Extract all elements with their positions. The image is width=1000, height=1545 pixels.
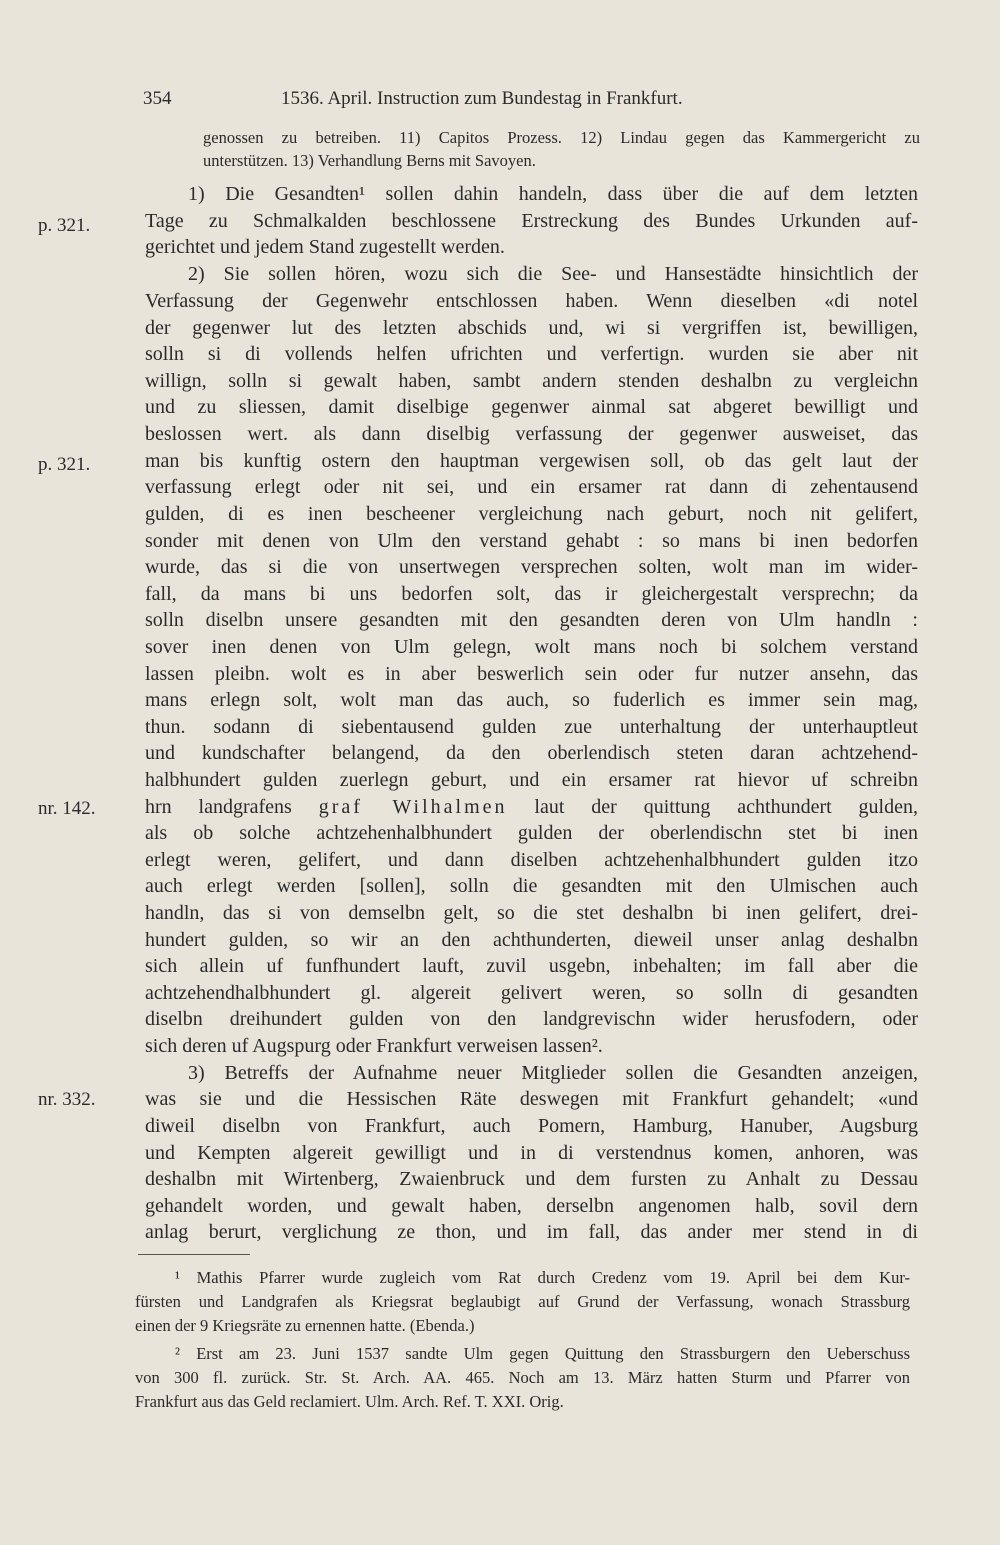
running-header xyxy=(143,88,783,114)
footnote-rule xyxy=(138,1254,250,1255)
text-line: beslossen wert. als dann diselbig verfassung der gegenwer ausweiset, das xyxy=(145,423,918,445)
text-line: diweil diselbn von Frankfurt, auch Pomern, Hamburg, Hanuber, Augsburg xyxy=(145,1115,918,1137)
text-line: als ob solche achtzehenhalbhundert gulden der oberlendischn stet bi inen xyxy=(145,822,918,844)
text-line: mans erlegn solt, wolt man das auch, so fuderlich es immer sein mag, xyxy=(145,689,918,711)
text-line: verfassung erlegt oder nit sei, und ein ersamer rat dann di zehentausend xyxy=(145,476,918,498)
text-line: sich deren uf Augspurg oder Frankfurt verweisen lassen². xyxy=(145,1035,603,1057)
summary-line: unterstützen. 13) Verhandlung Berns mit Savoyen. xyxy=(203,151,536,170)
text-line: 2) Sie sollen hören, wozu sich die See- und Hansestädte hinsichtlich der xyxy=(188,263,918,285)
page-number: 354 xyxy=(143,88,172,109)
text-line: gerichtet und jedem Stand zugestellt werden. xyxy=(145,236,505,258)
text-segment: hrn landgrafens xyxy=(145,796,292,818)
text-line: sonder mit denen von Ulm den verstand gehabt : so mans bi inen bedorfen xyxy=(145,530,918,552)
spaced-name: graf Wilhalmen xyxy=(318,796,508,818)
footnote-line: Frankfurt aus das Geld reclamiert. Ulm. Arch. Ref. T. XXI. Orig. xyxy=(135,1392,564,1411)
text-line: achtzehendhalbhundert gl. algereit gelivert weren, so solln di gesandten xyxy=(145,982,918,1004)
footnote-line: fürsten und Landgrafen als Kriegsrat beglaubigt auf Grund der Verfassung, wonach Strassburg xyxy=(135,1292,910,1311)
text-line: wurde, das si die von unsertwegen versprechen solten, wolt man im wider- xyxy=(145,556,918,578)
text-line: 3) Betreffs der Aufnahme neuer Mitglieder sollen die Gesandten anzeigen, xyxy=(188,1062,918,1084)
text-line: halbhundert gulden zuerlegn geburt, und ein ersamer rat hievor uf schreibn xyxy=(145,769,918,791)
text-line: sover inen denen von Ulm gelegn, wolt mans noch bi solchem verstand xyxy=(145,636,918,658)
margin-note: p. 321. xyxy=(38,215,91,236)
footnote-line: ² Erst am 23. Juni 1537 sandte Ulm gegen Quittung den Strassburgern den Ueberschuss xyxy=(175,1344,910,1363)
text-line: der gegenwer lut des letzten abschids und, wi si vergriffen ist, bewilligen, xyxy=(145,317,918,339)
running-title: 1536. April. Instruction zum Bundestag in Frankfurt. xyxy=(281,88,683,109)
text-line: man bis kunftig ostern den hauptman vergewisen soll, ob das gelt laut der xyxy=(145,450,918,472)
text-line: und kundschafter belangend, da den oberlendisch steten daran achtzehend- xyxy=(145,742,918,764)
text-line: 1) Die Gesandten¹ sollen dahin handeln, dass über die auf dem letzten xyxy=(188,183,918,205)
text-line: Tage zu Schmalkalden beschlossene Erstreckung des Bundes Urkunden auf- xyxy=(145,210,918,232)
footnote-line: von 300 fl. zurück. Str. St. Arch. AA. 465. Noch am 13. März hatten Sturm und Pfarrer von xyxy=(135,1368,910,1387)
text-line: was sie und die Hessischen Räte deswegen mit Frankfurt gehandelt; «und xyxy=(145,1088,918,1110)
text-line: hundert gulden, so wir an den achthunderten, dieweil unser anlag deshalbn xyxy=(145,929,918,951)
text-line: erlegt weren, gelifert, und dann diselben achtzehenhalbhundert gulden itzo xyxy=(145,849,918,871)
text-line: gulden, di es inen bescheener vergleichung nach geburt, noch nit gelifert, xyxy=(145,503,918,525)
text-line: handln, das si von demselbn gelt, so die stet deshalbn bi inen gelifert, drei- xyxy=(145,902,918,924)
footnote-line: ¹ Mathis Pfarrer wurde zugleich vom Rat durch Credenz vom 19. April bei dem Kur- xyxy=(175,1268,910,1287)
text-line: auch erlegt werden [sollen], solln die gesandten mit den Ulmischen auch xyxy=(145,875,918,897)
margin-note: p. 321. xyxy=(38,454,91,475)
text-line: anlag berurt, verglichung ze thon, und im fall, das ander mer stend in di xyxy=(145,1221,918,1243)
text-segment: laut der quittung achthundert gulden, xyxy=(534,796,918,818)
margin-note: nr. 142. xyxy=(38,798,96,819)
text-line xyxy=(145,794,918,820)
text-line: Verfassung der Gegenwehr entschlossen haben. Wenn dieselben «di notel xyxy=(145,290,918,312)
text-line: solln si di vollends helfen ufrichten und verfertign. wurden sie aber nit xyxy=(145,343,918,365)
footnote-line: einen der 9 Kriegsräte zu ernennen hatte. (Ebenda.) xyxy=(135,1316,475,1335)
text-line: lassen pleibn. wolt es in aber beswerlich sein oder fur nutzer ansehn, das xyxy=(145,663,918,685)
text-line: thun. sodann di siebentausend gulden zue unterhaltung der unterhauptleut xyxy=(145,716,918,738)
text-line: und zu sliessen, damit diselbige gegenwer ainmal sat abgeret bewilligt und xyxy=(145,396,918,418)
summary-line: genossen zu betreiben. 11) Capitos Prozess. 12) Lindau gegen das Kammergericht zu xyxy=(203,128,920,147)
text-line: fall, da mans bi uns bedorfen solt, das ir gleichergestalt versprechn; da xyxy=(145,583,918,605)
text-line: diselbn dreihundert gulden von den landgrevischn wider herusfodern, oder xyxy=(145,1008,918,1030)
text-line: gehandelt worden, und gewalt haben, derselbn angenomen halb, sovil dern xyxy=(145,1195,918,1217)
text-line: solln diselbn unsere gesandten mit den gesandten deren von Ulm handln : xyxy=(145,609,918,631)
text-line: und Kempten algereit gewilligt und in di verstendnus komen, anhoren, was xyxy=(145,1142,918,1164)
text-line: deshalbn mit Wirtenberg, Zwaienbruck und dem fursten zu Anhalt zu Dessau xyxy=(145,1168,918,1190)
text-line: willign, solln si gewalt haben, sambt andern stenden deshalbn zu vergleichn xyxy=(145,370,918,392)
margin-note: nr. 332. xyxy=(38,1089,96,1110)
text-line: sich allein uf funfhundert lauft, zuvil usgebn, inbehalten; im fall aber die xyxy=(145,955,918,977)
